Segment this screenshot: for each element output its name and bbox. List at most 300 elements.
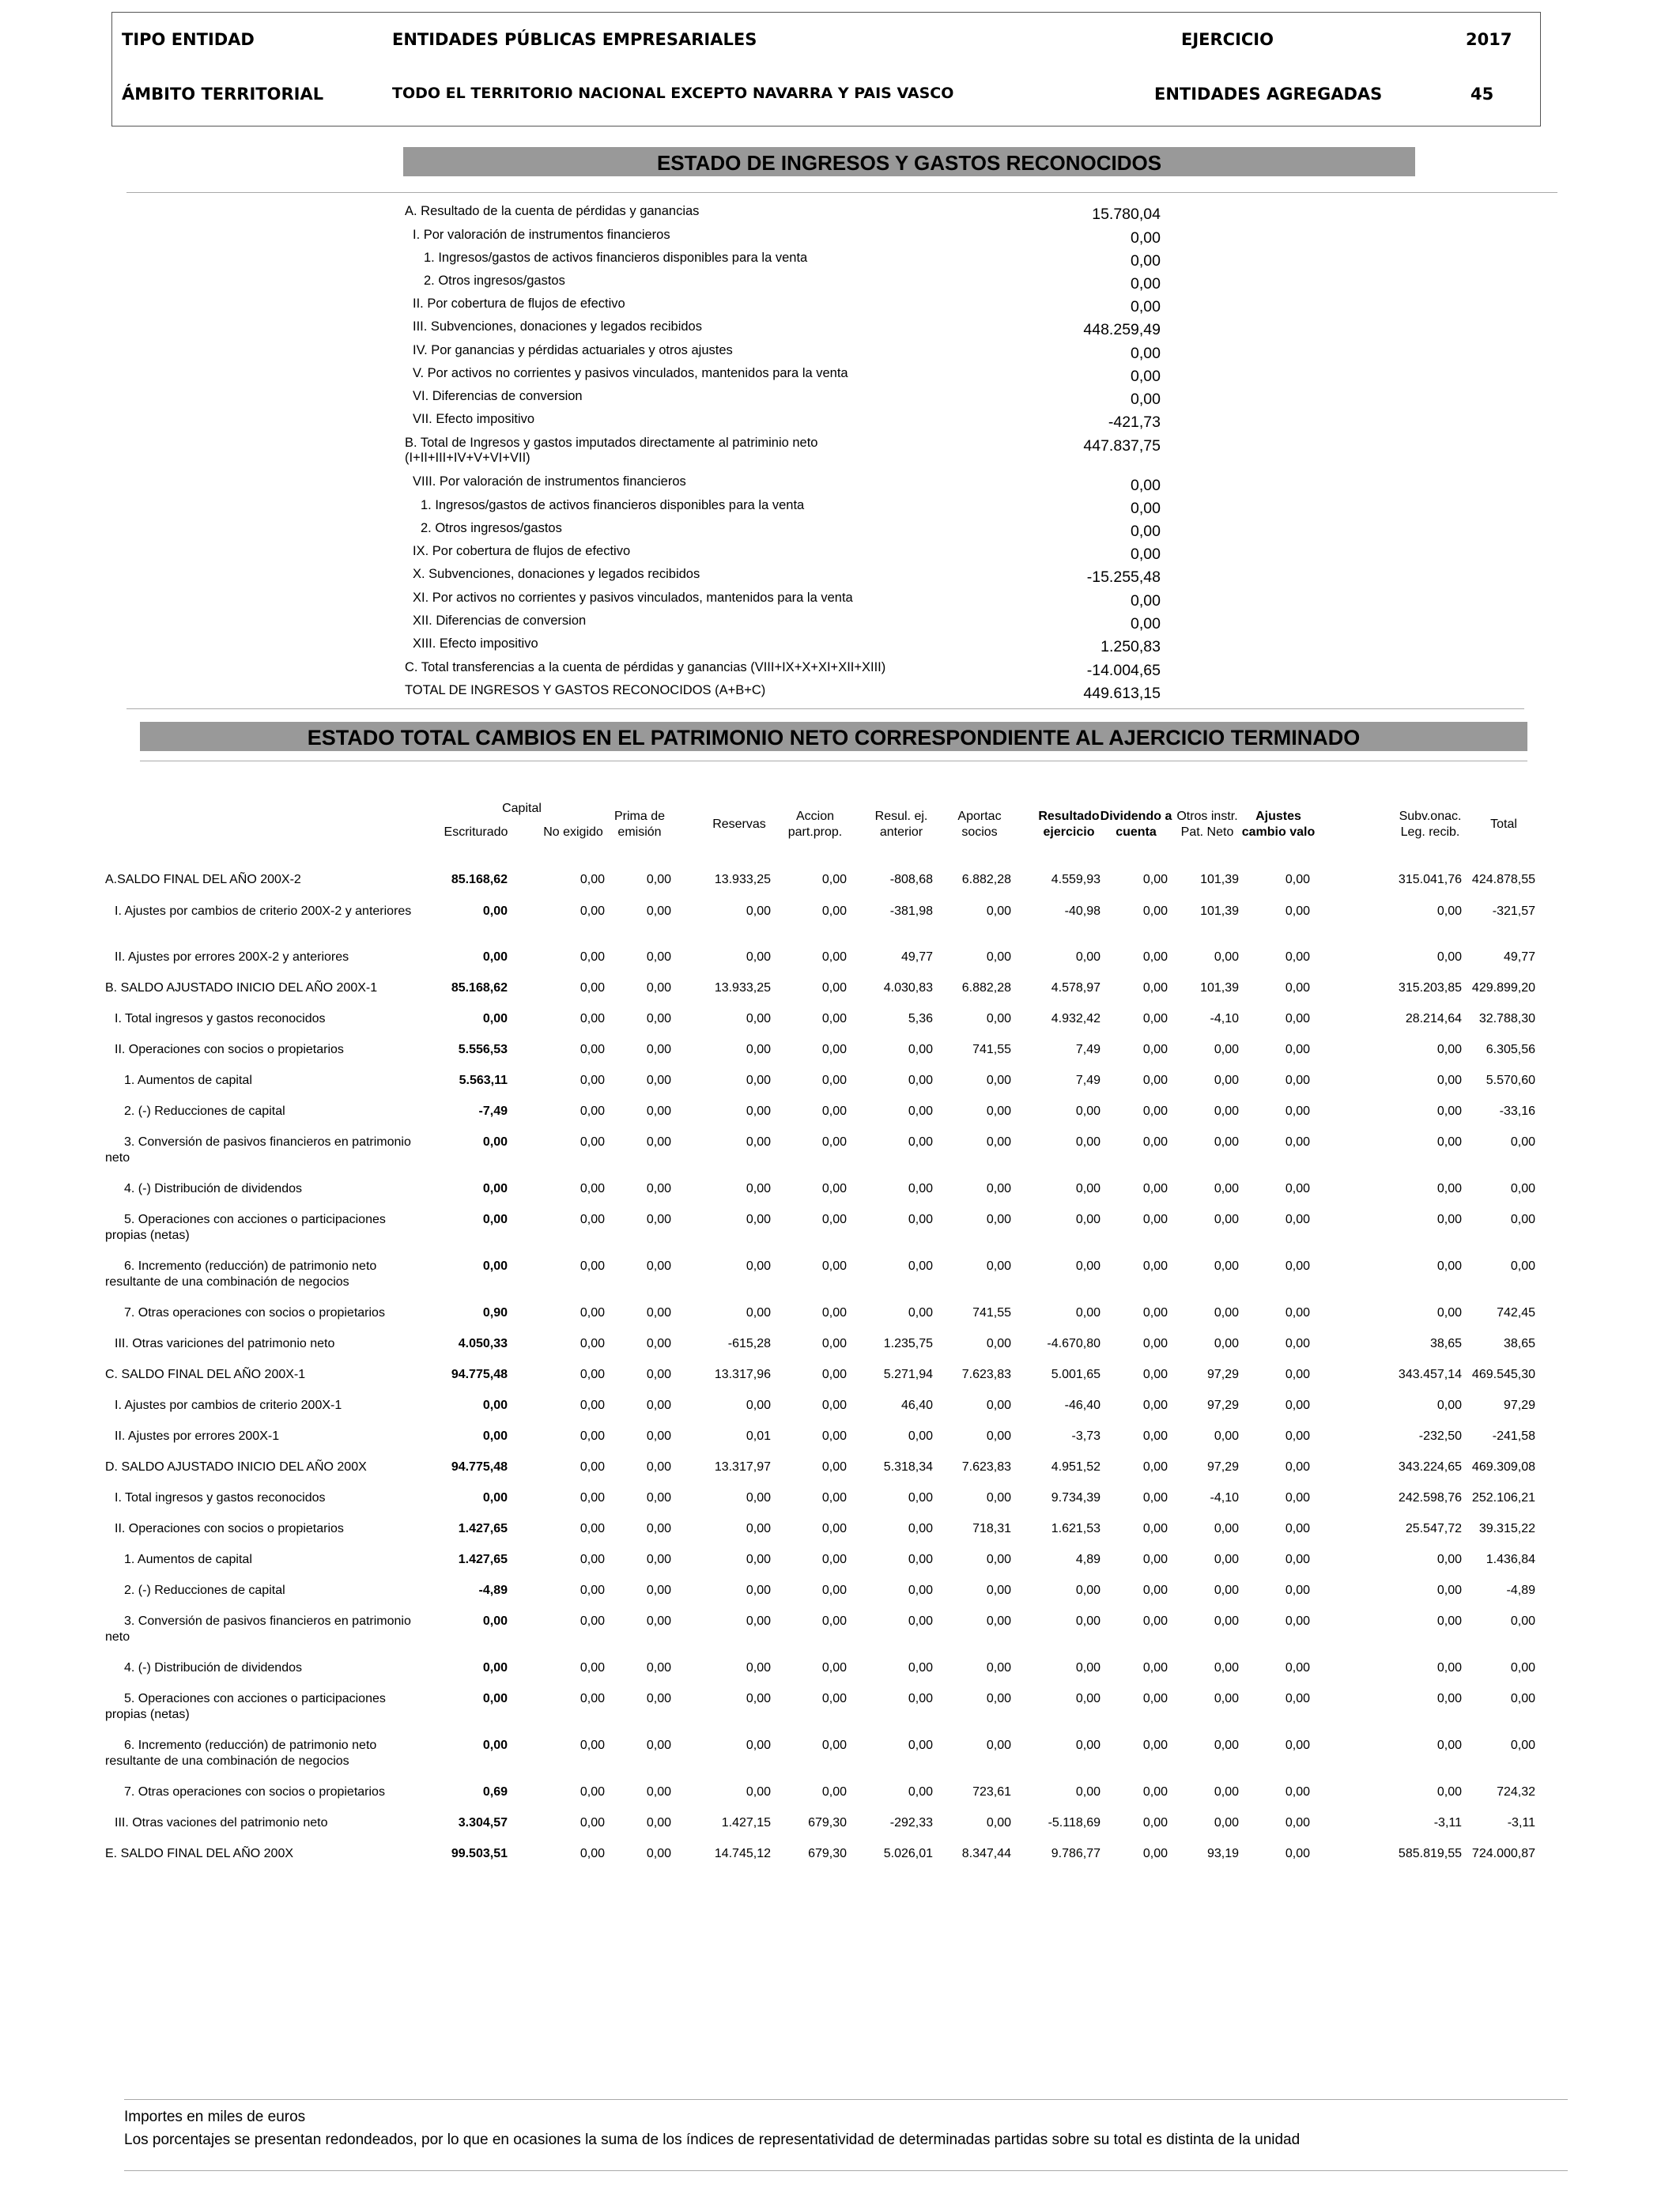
equity-cell: 0,00	[646, 1043, 671, 1056]
equity-cell: 0,00	[1142, 1460, 1168, 1474]
equity-cell: 0,00	[1436, 1785, 1462, 1799]
equity-cell: 32.788,30	[1478, 1012, 1535, 1025]
equity-column-header-text: Pat. Neto	[1180, 825, 1234, 839]
equity-cell: 8.347,44	[961, 1847, 1011, 1860]
equity-cell: 0,00	[746, 950, 771, 964]
equity-row-label: 6. Incremento (reducción) de patrimonio neto resultante de una combinación de negocios	[105, 1739, 377, 1768]
income-row-value: 448.259,49	[1083, 321, 1161, 338]
equity-cell: 0,00	[1214, 1429, 1239, 1443]
equity-cell: 0,00	[646, 1785, 671, 1799]
equity-row-label: 5. Operaciones con acciones o participaciones propias (netas)	[105, 1692, 386, 1721]
equity-cell: 0,00	[646, 1553, 671, 1566]
equity-cell: 0,00	[821, 981, 847, 995]
income-row-label-continued: (I+II+III+IV+V+VI+VII)	[405, 451, 530, 465]
equity-row-label: 4. (-) Distribución de dividendos	[124, 1182, 302, 1195]
equity-cell: 0,00	[1285, 1043, 1310, 1056]
equity-cell: 0,00	[821, 1259, 847, 1273]
income-row-label: 2. Otros ingresos/gastos	[424, 274, 565, 288]
equity-cell: -40,98	[1064, 904, 1100, 918]
equity-cell: 99.503,51	[451, 1847, 508, 1860]
equity-cell: 0,00	[1436, 1399, 1462, 1412]
income-row-label: C. Total transferencias a la cuenta de pérdidas y ganancias (VIII+IX+X+XI+XII+XIII)	[405, 660, 886, 674]
equity-column-header-text: emisión	[617, 825, 662, 839]
income-row-label: 1. Ingresos/gastos de activos financieros disponibles para la venta	[421, 498, 805, 512]
divider	[124, 2170, 1568, 2171]
equity-cell: 0,00	[1142, 1553, 1168, 1566]
equity-row-label: I. Total ingresos y gastos reconocidos	[115, 1012, 326, 1025]
equity-cell: 0,00	[1214, 1074, 1239, 1087]
equity-cell: 0,00	[1214, 1182, 1239, 1195]
equity-cell: 9.734,39	[1051, 1491, 1100, 1505]
equity-row-label: II. Ajustes por errores 200X-2 y anteriores	[115, 950, 349, 964]
equity-cell: 0,00	[746, 1259, 771, 1273]
equity-cell: 0,00	[580, 1584, 605, 1597]
equity-row-label: A.SALDO FINAL DEL AÑO 200X-2	[105, 873, 301, 886]
equity-cell: 0,00	[986, 1661, 1011, 1675]
equity-cell: 0,00	[821, 950, 847, 964]
equity-cell: 0,00	[482, 950, 508, 964]
equity-cell: 0,00	[1285, 1074, 1310, 1087]
income-row-value: 0,00	[1131, 229, 1161, 247]
equity-cell: 0,00	[821, 1135, 847, 1149]
equity-cell: 0,00	[908, 1182, 933, 1195]
income-row-label: B. Total de Ingresos y gastos imputados directamente al patriminio neto	[405, 436, 818, 450]
equity-column-header-text: Resul. ej.	[874, 810, 928, 823]
equity-cell: 0,00	[482, 1012, 508, 1025]
equity-cell: 0,00	[646, 1306, 671, 1320]
equity-cell: 0,00	[821, 1584, 847, 1597]
equity-cell: 0,00	[1285, 1614, 1310, 1628]
equity-cell: 0,00	[1436, 1074, 1462, 1087]
equity-cell: 0,00	[908, 1259, 933, 1273]
equity-cell: 429.899,20	[1471, 981, 1535, 995]
equity-cell: 0,00	[580, 1847, 605, 1860]
equity-cell: 0,00	[1436, 904, 1462, 918]
equity-cell: 0,00	[1285, 1584, 1310, 1597]
income-row-value: 449.613,15	[1083, 685, 1161, 702]
equity-cell: 13.933,25	[714, 873, 771, 886]
footnote-units: Importes en miles de euros	[124, 2109, 306, 2125]
income-row-label: I. Por valoración de instrumentos financieros	[413, 228, 670, 242]
equity-column-header-text: anterior	[879, 825, 923, 839]
equity-cell: 0,00	[580, 904, 605, 918]
equity-cell: 49,77	[1503, 950, 1535, 964]
equity-cell: 0,00	[1285, 1135, 1310, 1149]
equity-cell: 4.050,33	[458, 1337, 508, 1350]
equity-cell: 97,29	[1503, 1399, 1535, 1412]
equity-cell: 315.041,76	[1398, 873, 1462, 886]
income-row-label: IX. Por cobertura de flujos de efectivo	[413, 544, 631, 558]
equity-cell: 0,00	[1510, 1135, 1535, 1149]
equity-cell: 0,00	[746, 1614, 771, 1628]
divider	[126, 192, 1557, 193]
equity-cell: 0,00	[1285, 1306, 1310, 1320]
income-row-value: 0,00	[1131, 391, 1161, 408]
equity-cell: 4,89	[1075, 1553, 1100, 1566]
equity-cell: 424.878,55	[1471, 873, 1535, 886]
equity-cell: 4.559,93	[1051, 873, 1100, 886]
equity-cell: 0,00	[1075, 1182, 1100, 1195]
equity-cell: 0,00	[986, 950, 1011, 964]
equity-cell: 0,00	[482, 1135, 508, 1149]
equity-cell: 1.235,75	[883, 1337, 933, 1350]
equity-cell: 0,00	[646, 1584, 671, 1597]
equity-cell: 1.427,65	[458, 1522, 508, 1535]
equity-cell: 0,00	[1142, 950, 1168, 964]
equity-cell: 0,00	[821, 1337, 847, 1350]
equity-cell: 25.547,72	[1405, 1522, 1462, 1535]
equity-cell: 0,00	[482, 1399, 508, 1412]
equity-cell: 101,39	[1200, 904, 1239, 918]
equity-cell: 0,00	[646, 1135, 671, 1149]
header-box	[111, 12, 1541, 127]
equity-cell: 0,69	[482, 1785, 508, 1799]
equity-cell: 0,00	[1285, 1259, 1310, 1273]
equity-cell: 0,00	[821, 1074, 847, 1087]
income-row-label: TOTAL DE INGRESOS Y GASTOS RECONOCIDOS (A+B+C)	[405, 683, 766, 697]
equity-cell: 0,00	[821, 1785, 847, 1799]
equity-column-header-text: Ajustes	[1255, 810, 1301, 823]
equity-cell: 0,00	[908, 1213, 933, 1226]
equity-cell: 0,00	[580, 1785, 605, 1799]
footnote-rounding: Los porcentajes se presentan redondeados, por lo que en ocasiones la suma de los índices de representatividad de determinadas partidas sobre su total es distinta de la unidad	[124, 2132, 1301, 2148]
equity-row-label: 7. Otras operaciones con socios o propietarios	[124, 1306, 385, 1320]
equity-cell: 1.621,53	[1051, 1522, 1100, 1535]
equity-cell: 343.224,65	[1398, 1460, 1462, 1474]
equity-row-label: D. SALDO AJUSTADO INICIO DEL AÑO 200X	[105, 1460, 367, 1474]
equity-cell: 0,00	[580, 1816, 605, 1830]
equity-cell: 0,00	[1436, 1553, 1462, 1566]
equity-cell: 4.030,83	[883, 981, 933, 995]
equity-cell: 0,00	[821, 1012, 847, 1025]
equity-cell: 0,00	[580, 1306, 605, 1320]
equity-cell: 0,00	[986, 1614, 1011, 1628]
equity-cell: 1.436,84	[1486, 1553, 1535, 1566]
equity-cell: 0,00	[1510, 1692, 1535, 1705]
equity-cell: 0,00	[1285, 904, 1310, 918]
equity-cell: 0,00	[1285, 873, 1310, 886]
equity-cell: 742,45	[1497, 1306, 1535, 1320]
equity-cell: 0,00	[986, 1182, 1011, 1195]
equity-cell: 0,00	[646, 1368, 671, 1381]
equity-cell: 0,00	[1142, 1785, 1168, 1799]
equity-cell: 5,36	[908, 1012, 933, 1025]
equity-cell: 0,00	[1075, 1785, 1100, 1799]
equity-cell: 97,29	[1206, 1460, 1239, 1474]
equity-column-header-text: Total	[1490, 818, 1517, 831]
equity-cell: 0,00	[1075, 1661, 1100, 1675]
equity-cell: 0,00	[1142, 1074, 1168, 1087]
equity-cell: 0,00	[1142, 1012, 1168, 1025]
equity-cell: 0,00	[482, 1491, 508, 1505]
equity-cell: 0,00	[986, 1553, 1011, 1566]
equity-row-label: 1. Aumentos de capital	[124, 1074, 252, 1087]
equity-cell: 0,00	[1142, 1337, 1168, 1350]
equity-column-header-text: Accion	[795, 810, 835, 823]
equity-cell: 6.305,56	[1486, 1043, 1535, 1056]
equity-cell: 0,01	[746, 1429, 771, 1443]
equity-cell: 0,00	[986, 1692, 1011, 1705]
equity-cell: 0,00	[1142, 1739, 1168, 1752]
equity-cell: 0,00	[646, 904, 671, 918]
equity-cell: 0,00	[986, 1105, 1011, 1118]
equity-cell: 0,00	[821, 1739, 847, 1752]
equity-cell: 5.001,65	[1051, 1368, 1100, 1381]
equity-column-header	[1227, 809, 1330, 840]
equity-cell: -321,57	[1492, 904, 1535, 918]
equity-cell: 0,00	[1142, 1399, 1168, 1412]
equity-row-label: 3. Conversión de pasivos financieros en patrimonio neto	[105, 1614, 411, 1644]
equity-row-label: III. Otras variciones del patrimonio neto	[115, 1337, 335, 1350]
income-row-label: XIII. Efecto impositivo	[413, 636, 538, 651]
entidades-agregadas-label: ENTIDADES AGREGADAS	[1154, 85, 1383, 104]
equity-cell: 0,00	[908, 1135, 933, 1149]
equity-cell: 0,00	[646, 950, 671, 964]
tipo-entidad-value: ENTIDADES PÚBLICAS EMPRESARIALES	[392, 30, 757, 49]
equity-cell: 0,00	[1436, 1306, 1462, 1320]
equity-cell: 0,00	[1285, 1491, 1310, 1505]
equity-cell: 0,00	[821, 1182, 847, 1195]
equity-cell: 0,00	[821, 1460, 847, 1474]
equity-cell: 0,00	[908, 1614, 933, 1628]
equity-column-header	[1452, 817, 1555, 833]
equity-cell: 0,00	[821, 1661, 847, 1675]
equity-cell: -808,68	[889, 873, 933, 886]
equity-cell: 0,00	[1075, 1739, 1100, 1752]
equity-cell: 0,00	[821, 1105, 847, 1118]
equity-cell: 0,00	[746, 1739, 771, 1752]
equity-cell: 0,00	[580, 1553, 605, 1566]
equity-cell: 242.598,76	[1398, 1491, 1462, 1505]
equity-cell: 13.933,25	[714, 981, 771, 995]
equity-cell: 724.000,87	[1471, 1847, 1535, 1860]
equity-cell: 741,55	[972, 1306, 1011, 1320]
equity-cell: 5.570,60	[1486, 1074, 1535, 1087]
equity-cell: 0,00	[1214, 1614, 1239, 1628]
equity-column-header-text: part.prop.	[787, 825, 843, 839]
equity-cell: 0,00	[821, 1491, 847, 1505]
equity-cell: 0,00	[746, 1522, 771, 1535]
equity-column-header-text: No exigido	[543, 825, 603, 839]
equity-cell: 0,00	[1285, 1661, 1310, 1675]
equity-cell: 13.317,97	[714, 1460, 771, 1474]
equity-cell: 0,00	[1436, 1182, 1462, 1195]
equity-cell: -33,16	[1499, 1105, 1535, 1118]
equity-cell: 0,00	[986, 904, 1011, 918]
equity-cell: 0,00	[646, 1429, 671, 1443]
equity-cell: 0,00	[746, 1692, 771, 1705]
equity-cell: 94.775,48	[451, 1460, 508, 1474]
equity-column-header-text: Subv.onac.	[1399, 810, 1462, 823]
equity-cell: 0,00	[1142, 1692, 1168, 1705]
equity-cell: 0,00	[908, 1429, 933, 1443]
equity-cell: 0,00	[1142, 1584, 1168, 1597]
equity-cell: 0,00	[1214, 1213, 1239, 1226]
equity-cell: 0,00	[1142, 1429, 1168, 1443]
equity-column-header-text: cuenta	[1116, 825, 1157, 839]
equity-cell: -4.670,80	[1047, 1337, 1100, 1350]
equity-cell: 28.214,64	[1405, 1012, 1462, 1025]
equity-row-label: III. Otras vaciones del patrimonio neto	[115, 1816, 328, 1830]
equity-cell: 5.026,01	[883, 1847, 933, 1860]
equity-cell: 93,19	[1206, 1847, 1239, 1860]
equity-cell: 0,00	[1075, 1105, 1100, 1118]
ejercicio-value: 2017	[1466, 30, 1512, 49]
equity-cell: 0,00	[1214, 1522, 1239, 1535]
equity-cell: 0,00	[646, 1614, 671, 1628]
equity-cell: 0,00	[1214, 1306, 1239, 1320]
equity-cell: 0,00	[1436, 1661, 1462, 1675]
equity-cell: 0,00	[580, 1739, 605, 1752]
equity-cell: 0,00	[986, 1135, 1011, 1149]
equity-cell: -7,49	[478, 1105, 508, 1118]
equity-cell: 0,00	[821, 1043, 847, 1056]
income-row-value: 0,00	[1131, 592, 1161, 610]
equity-cell: 0,00	[646, 1105, 671, 1118]
equity-cell: 0,00	[1214, 1043, 1239, 1056]
equity-cell: 0,00	[1510, 1259, 1535, 1273]
equity-cell: 0,00	[1142, 1306, 1168, 1320]
equity-cell: 0,00	[1436, 1043, 1462, 1056]
equity-cell: 1.427,65	[458, 1553, 508, 1566]
equity-cell: 38,65	[1503, 1337, 1535, 1350]
equity-row-label: 3. Conversión de pasivos financieros en patrimonio neto	[105, 1135, 411, 1165]
equity-cell: 6.882,28	[961, 873, 1011, 886]
equity-cell: 0,00	[1285, 1816, 1310, 1830]
equity-cell: 46,40	[900, 1399, 933, 1412]
equity-cell: 679,30	[808, 1847, 847, 1860]
income-row-value: 0,00	[1131, 368, 1161, 385]
equity-column-header-text: Prima de	[613, 810, 666, 823]
equity-cell: 0,00	[646, 981, 671, 995]
equity-cell: 0,00	[746, 1553, 771, 1566]
income-row-label: X. Subvenciones, donaciones y legados recibidos	[413, 567, 700, 581]
equity-cell: -615,28	[727, 1337, 771, 1350]
equity-cell: 0,00	[1214, 1661, 1239, 1675]
equity-cell: 7.623,83	[961, 1460, 1011, 1474]
equity-cell: -5.118,69	[1048, 1816, 1100, 1830]
equity-row-label: 4. (-) Distribución de dividendos	[124, 1661, 302, 1675]
income-row-value: 447.837,75	[1083, 437, 1161, 455]
income-row-value: 0,00	[1131, 523, 1161, 540]
equity-cell: 97,29	[1206, 1368, 1239, 1381]
equity-cell: 0,00	[580, 1460, 605, 1474]
income-row-label: III. Subvenciones, donaciones y legados recibidos	[413, 319, 702, 334]
equity-cell: 0,00	[986, 1429, 1011, 1443]
equity-cell: 49,77	[900, 950, 933, 964]
equity-cell: 0,00	[482, 1739, 508, 1752]
equity-cell: 0,00	[746, 1074, 771, 1087]
equity-cell: 0,00	[821, 1368, 847, 1381]
equity-cell: 0,00	[646, 1074, 671, 1087]
equity-cell: 0,00	[821, 1614, 847, 1628]
equity-cell: 0,00	[1510, 1614, 1535, 1628]
equity-cell: 0,00	[580, 1692, 605, 1705]
equity-cell: 0,00	[908, 1553, 933, 1566]
equity-cell: 0,00	[580, 1368, 605, 1381]
income-row-label: A. Resultado de la cuenta de pérdidas y ganancias	[405, 204, 700, 218]
equity-cell: 0,00	[580, 1661, 605, 1675]
income-row-label: VII. Efecto impositivo	[413, 412, 535, 426]
equity-cell: 85.168,62	[451, 873, 508, 886]
equity-cell: 4.578,97	[1051, 981, 1100, 995]
equity-cell: 0,00	[1142, 904, 1168, 918]
equity-cell: 315.203,85	[1398, 981, 1462, 995]
equity-cell: 0,00	[1436, 1213, 1462, 1226]
equity-cell: 0,00	[1436, 1259, 1462, 1273]
equity-cell: 0,00	[1285, 950, 1310, 964]
equity-cell: 4.932,42	[1051, 1012, 1100, 1025]
equity-cell: 0,00	[1285, 1337, 1310, 1350]
ejercicio-label: EJERCICIO	[1181, 30, 1274, 49]
equity-cell: 5.318,34	[883, 1460, 933, 1474]
equity-cell: 0,00	[580, 1259, 605, 1273]
equity-cell: 0,00	[1285, 1460, 1310, 1474]
equity-cell: 0,00	[986, 1399, 1011, 1412]
equity-cell: 0,00	[1285, 1182, 1310, 1195]
equity-cell: 0,00	[646, 1661, 671, 1675]
equity-cell: 0,00	[1142, 1259, 1168, 1273]
equity-cell: 0,00	[580, 1522, 605, 1535]
equity-cell: 0,00	[482, 1213, 508, 1226]
equity-cell: 0,00	[908, 1491, 933, 1505]
equity-row-label: II. Operaciones con socios o propietarios	[115, 1043, 344, 1056]
equity-cell: -3,73	[1071, 1429, 1100, 1443]
equity-cell: -292,33	[889, 1816, 933, 1830]
equity-cell: 0,00	[1075, 1259, 1100, 1273]
equity-cell: 0,00	[580, 1135, 605, 1149]
income-row-label: 2. Otros ingresos/gastos	[421, 521, 562, 535]
equity-cell: 0,00	[1285, 1012, 1310, 1025]
equity-cell: 0,00	[1285, 1105, 1310, 1118]
equity-row-label: 2. (-) Reducciones de capital	[124, 1584, 285, 1597]
income-row-label: IV. Por ganancias y pérdidas actuariales y otros ajustes	[413, 343, 733, 357]
equity-cell: 0,00	[821, 1692, 847, 1705]
equity-cell: 94.775,48	[451, 1368, 508, 1381]
equity-cell: 469.545,30	[1471, 1368, 1535, 1381]
income-row-value: 1.250,83	[1100, 638, 1161, 655]
equity-cell: 0,00	[746, 1135, 771, 1149]
equity-cell: 101,39	[1200, 981, 1239, 995]
equity-cell: 0,00	[646, 1491, 671, 1505]
equity-cell: 101,39	[1200, 873, 1239, 886]
equity-cell: 4.951,52	[1051, 1460, 1100, 1474]
equity-cell: 85.168,62	[451, 981, 508, 995]
equity-cell: 0,00	[646, 1847, 671, 1860]
equity-cell: 0,00	[482, 904, 508, 918]
equity-row-label: 2. (-) Reducciones de capital	[124, 1105, 285, 1118]
equity-cell: 0,00	[1285, 1847, 1310, 1860]
equity-cell: 0,00	[1285, 1429, 1310, 1443]
equity-cell: 0,00	[1285, 1522, 1310, 1535]
equity-cell: -3,11	[1433, 1816, 1462, 1830]
equity-cell: 252.106,21	[1471, 1491, 1535, 1505]
equity-cell: -381,98	[889, 904, 933, 918]
equity-cell: 0,00	[482, 1259, 508, 1273]
equity-cell: 0,00	[1142, 1105, 1168, 1118]
income-row-label: VI. Diferencias de conversion	[413, 389, 583, 403]
equity-column-header-text: Aportac	[957, 810, 1002, 823]
equity-column-header-text: ejercicio	[1043, 825, 1095, 839]
equity-cell: 0,00	[1214, 1739, 1239, 1752]
equity-cell: 0,00	[986, 1074, 1011, 1087]
equity-cell: 0,00	[986, 1259, 1011, 1273]
equity-cell: 0,00	[580, 1491, 605, 1505]
equity-cell: 0,00	[821, 1213, 847, 1226]
entidades-agregadas-value: 45	[1470, 85, 1494, 104]
equity-cell: 0,00	[821, 904, 847, 918]
equity-cell: 0,90	[482, 1306, 508, 1320]
